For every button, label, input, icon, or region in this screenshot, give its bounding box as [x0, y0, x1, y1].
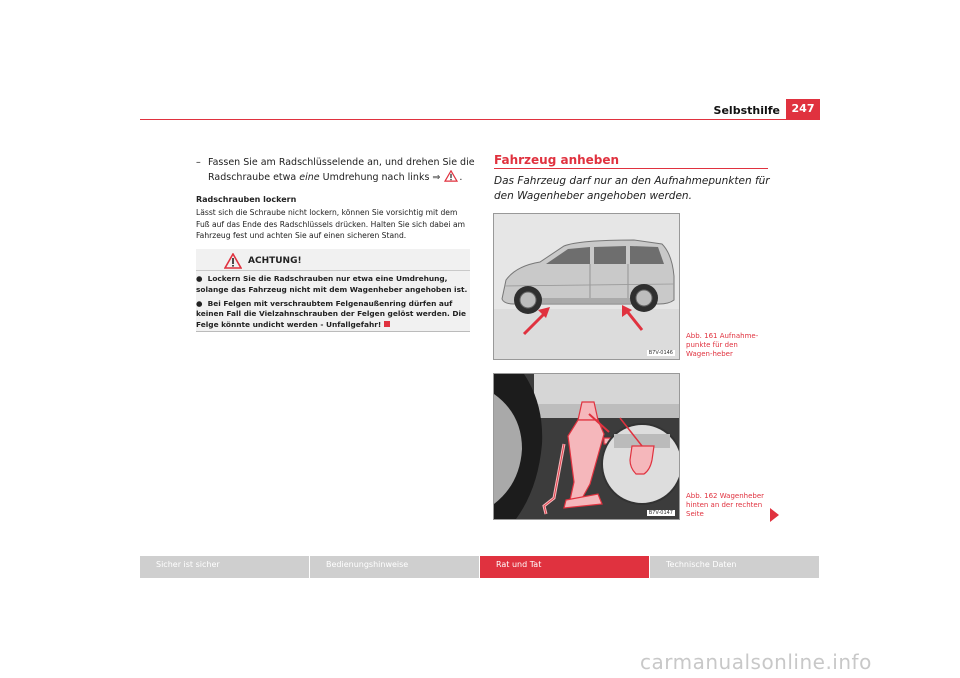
watermark: carmanualsonline.info: [640, 650, 872, 674]
bullet-icon: ●: [196, 274, 203, 283]
bullet-icon: ●: [196, 298, 203, 308]
footer-tab-sicher-ist-sicher[interactable]: Sicher ist sicher: [140, 556, 310, 578]
body-paragraph: Lässt sich die Schraube nicht lockern, können Sie vorsichtig mit dem Fuß auf das Ende des Radschlüssels drücken. Halten Sie sich dabei am Fahrzeug fest und achten Sie auf einen sicheren Stand.: [196, 208, 465, 240]
figure-code: B7V-0147: [648, 510, 673, 516]
figure-jack-rear-right: [493, 373, 680, 520]
car-side-illustration: [494, 214, 679, 359]
figure-code: B7V-0146: [648, 350, 673, 356]
step-text: [208, 156, 476, 185]
figure-car-lifting-points: [493, 213, 680, 360]
footer-tab-rat-und-tat[interactable]: Rat und Tat: [480, 556, 650, 578]
warning-item-text: Lockern Sie die Radschrauben nur etwa eine Umdrehung, solange das Fahrzeug nicht mit dem Wagenheber angehoben ist.: [196, 274, 468, 294]
step-text-pre: Fassen Sie am Radschlüsselende an, und drehen Sie die Radschraube etwa: [208, 157, 475, 183]
instruction-step: [196, 156, 476, 185]
section-title: Fahrzeug anheben: [494, 153, 620, 167]
figure-caption: Abb. 162 Wagenheber hinten an der rechten Seite: [686, 492, 765, 518]
next-page-arrow-icon[interactable]: [770, 508, 779, 522]
warning-list: [196, 274, 468, 334]
footer-tab-technische-daten[interactable]: Technische Daten: [650, 556, 820, 578]
end-of-section-icon: [384, 321, 390, 327]
step-text-post: Umdrehung nach links ⇒: [319, 172, 444, 183]
warning-item: [196, 274, 468, 296]
warning-divider: [196, 270, 470, 271]
warning-triangle-icon: [224, 253, 242, 269]
header-rule: [140, 119, 820, 120]
subheading: Radschrauben lockern: [196, 195, 297, 204]
step-dash: –: [196, 157, 201, 168]
footer-tab-bedienungshinweise[interactable]: Bedienungshinweise: [310, 556, 480, 578]
footer-tab-bar: [140, 556, 820, 578]
section-rule: [494, 168, 768, 169]
warning-box: [196, 249, 470, 332]
jack-illustration: [494, 374, 679, 519]
page-number: 247: [786, 99, 820, 119]
step-text-end: .: [459, 172, 463, 183]
warning-item-text: Bei Felgen mit verschraubtem Felgenaußenring dürfen auf keinen Fall die Vielzahnschrauben der Felgen gelöst werden. Die Felge könnte undicht werden - Unfallgefahr!: [196, 298, 467, 330]
figure-caption: Abb. 161 Aufnahme-punkte für den Wagen-heber: [686, 332, 759, 358]
section-intro: Das Fahrzeug darf nur an den Aufnahmepunkten für den Wagenheber angehoben werden.: [494, 175, 770, 202]
warning-item: [196, 299, 468, 331]
step-text-emphasis: eine: [299, 172, 320, 183]
running-header-title: Selbsthilfe: [713, 104, 780, 117]
warning-title: ACHTUNG!: [248, 256, 302, 266]
warning-triangle-icon[interactable]: [443, 170, 459, 182]
